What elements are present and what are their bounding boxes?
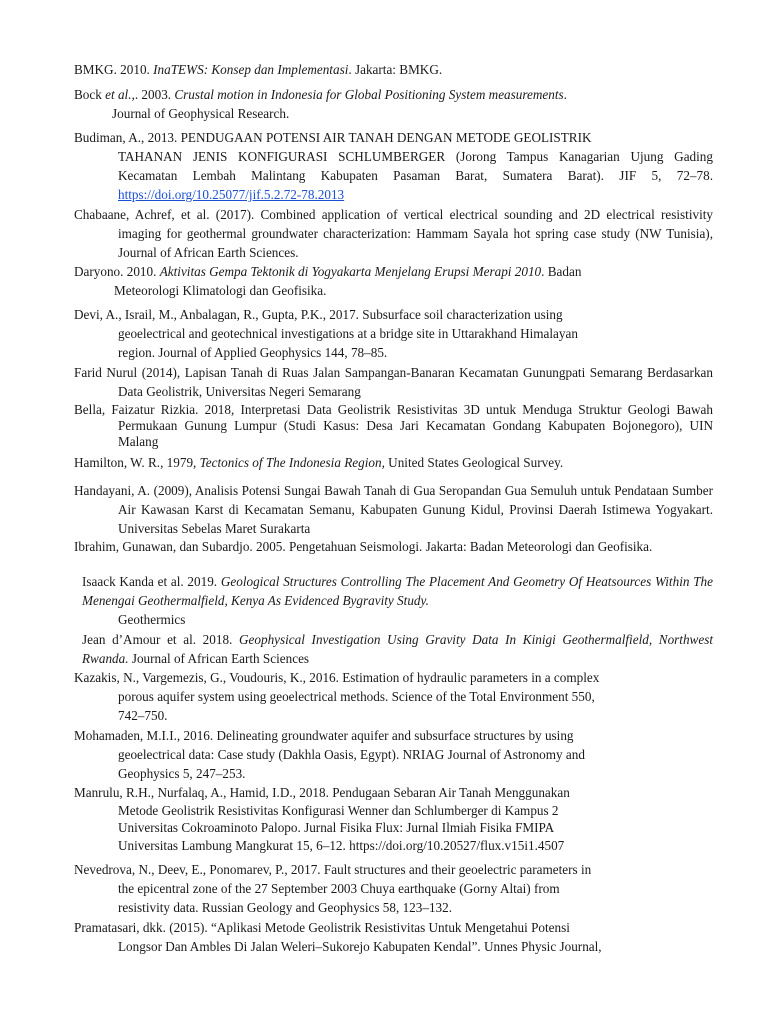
reference-bella: Bella, Faizatur Rizkia. 2018, Interpretasi Data Geolistrik Resistivitas 3D untuk Menduga Struktur Geologi Bawah Permukaan Gunung Lumpur (Studi Kasus: Desa Jari Kecamatan Gondang Kabupaten Bojonegoro), UIN Malang <box>74 402 713 449</box>
reference-farid: Farid Nurul (2014), Lapisan Tanah di Ruas Jalan Sampangan-Banaran Kecamatan Gunungpati Semarang Berdasarkan Data Geolistrik, Universitas Negeri Semarang <box>74 365 713 399</box>
reference-chabaane: Chabaane, Achref, et al. (2017). Combined application of vertical electrical sounding and 2D electrical resistivity imaging for geothermal groundwater characterization: Hammam Sayala hot spring case study (NW Tunisia), Journal of African Earth Sciences. <box>74 207 713 260</box>
reference-manrulu: Manrulu, R.H., Nurfalaq, A., Hamid, I.D., 2018. Pendugaan Sebaran Air Tanah Menggunakan Metode Geolistrik Resistivitas Konfigurasi Wenner dan Schlumberger di Kampus 2 Universitas Cokroaminoto Palopo. Jurnal Fisika Flux: Jurnal Ilmiah Fisika FMIPA Universitas Lambung Mangkurat 15, 6–12. https://doi.org/10.20527/flux.v15i1.4507 <box>74 785 570 853</box>
reference-devi: Devi, A., Israil, M., Anbalagan, R., Gupta, P.K., 2017. Subsurface soil characterization using geoelectrical and geotechnical investigations at a bridge site in Uttarakhand Himalayan region. Journal of Applied Geophysics 144, 78–85. <box>74 307 578 360</box>
reference-pramatasari: Pramatasari, dkk. (2015). “Aplikasi Metode Geolistrik Resistivitas Untuk Mengetahui Potensi Longsor Dan Ambles Di Jalan Weleri–Sukorejo Kabupaten Kendal”. Unnes Physic Journal, <box>74 920 602 954</box>
reference-ibrahim: Ibrahim, Gunawan, dan Subardjo. 2005. Pengetahuan Seismologi. Jakarta: Badan Meteorologi dan Geofisika. <box>74 539 653 554</box>
reference-kazakis: Kazakis, N., Vargemezis, G., Voudouris, K., 2016. Estimation of hydraulic parameters in a complex porous aquifer system using geoelectrical methods. Science of the Total Environment 550, 742–750. <box>74 670 600 723</box>
reference-budiman: Budiman, A., 2013. PENDUGAAN POTENSI AIR TANAH DENGAN METODE GEOLISTRIK TAHANAN JENIS KONFIGURASI SCHLUMBERGER (Jorong Tampus Kanagarian Ujung Gading Kecamatan Lembah Malintang Kabupaten Pasaman Barat, Sumatera Barat). JIF 5, 72–78. https://doi.org/10.25077/jif.5.2.72-78.2013 <box>74 130 713 202</box>
reference-bock: Bock et al.,. 2003. Crustal motion in Indonesia for Global Positioning System measurements. Journal of Geophysical Research. <box>74 87 567 121</box>
doi-link[interactable]: https://doi.org/10.25077/jif.5.2.72-78.2013 <box>118 187 345 202</box>
reference-jean: Jean d’Amour et al. 2018. Geophysical Investigation Using Gravity Data In Kinigi Geothermalfield, Northwest Rwanda. Journal of African Earth Sciences <box>82 632 713 666</box>
reference-bmkg: BMKG. 2010. InaTEWS: Konsep dan Implementasi. Jakarta: BMKG. <box>74 62 443 77</box>
reference-isaack: Isaack Kanda et al. 2019. Geological Structures Controlling The Placement And Geometry Of Heatsources Within The Menengai Geothermalfield, Kenya As Evidenced Bygravity Study. Geothermics <box>82 574 713 627</box>
reference-nevedrova: Nevedrova, N., Deev, E., Ponomarev, P., 2017. Fault structures and their geoelectric parameters in the epicentral zone of the 27 September 2003 Chuya earthquake (Gorny Altai) from resistivity data. Russian Geology and Geophysics 58, 123–132. <box>74 862 592 915</box>
reference-mohamaden: Mohamaden, M.I.I., 2016. Delineating groundwater aquifer and subsurface structures by using geoelectrical data: Case study (Dakhla Oasis, Egypt). NRIAG Journal of Astronomy and Geophysics 5, 247–253. <box>74 728 585 781</box>
reference-handayani: Handayani, A. (2009), Analisis Potensi Sungai Bawah Tanah di Gua Seropandan Gua Semuluh untuk Pendataan Sumber Air Kawasan Karst di Kecamatan Semanu, Kabupaten Gunung Kidul, Provinsi Daerah Istimewa Yogyakart. Universitas Sebelas Maret Surakarta <box>74 483 713 536</box>
reference-daryono: Daryono. 2010. Aktivitas Gempa Tektonik di Yogyakarta Menjelang Erupsi Merapi 2010. Badan Meteorologi Klimatologi dan Geofisika. <box>74 264 582 298</box>
reference-hamilton: Hamilton, W. R., 1979, Tectonics of The Indonesia Region, United States Geological Survey. <box>74 455 564 470</box>
